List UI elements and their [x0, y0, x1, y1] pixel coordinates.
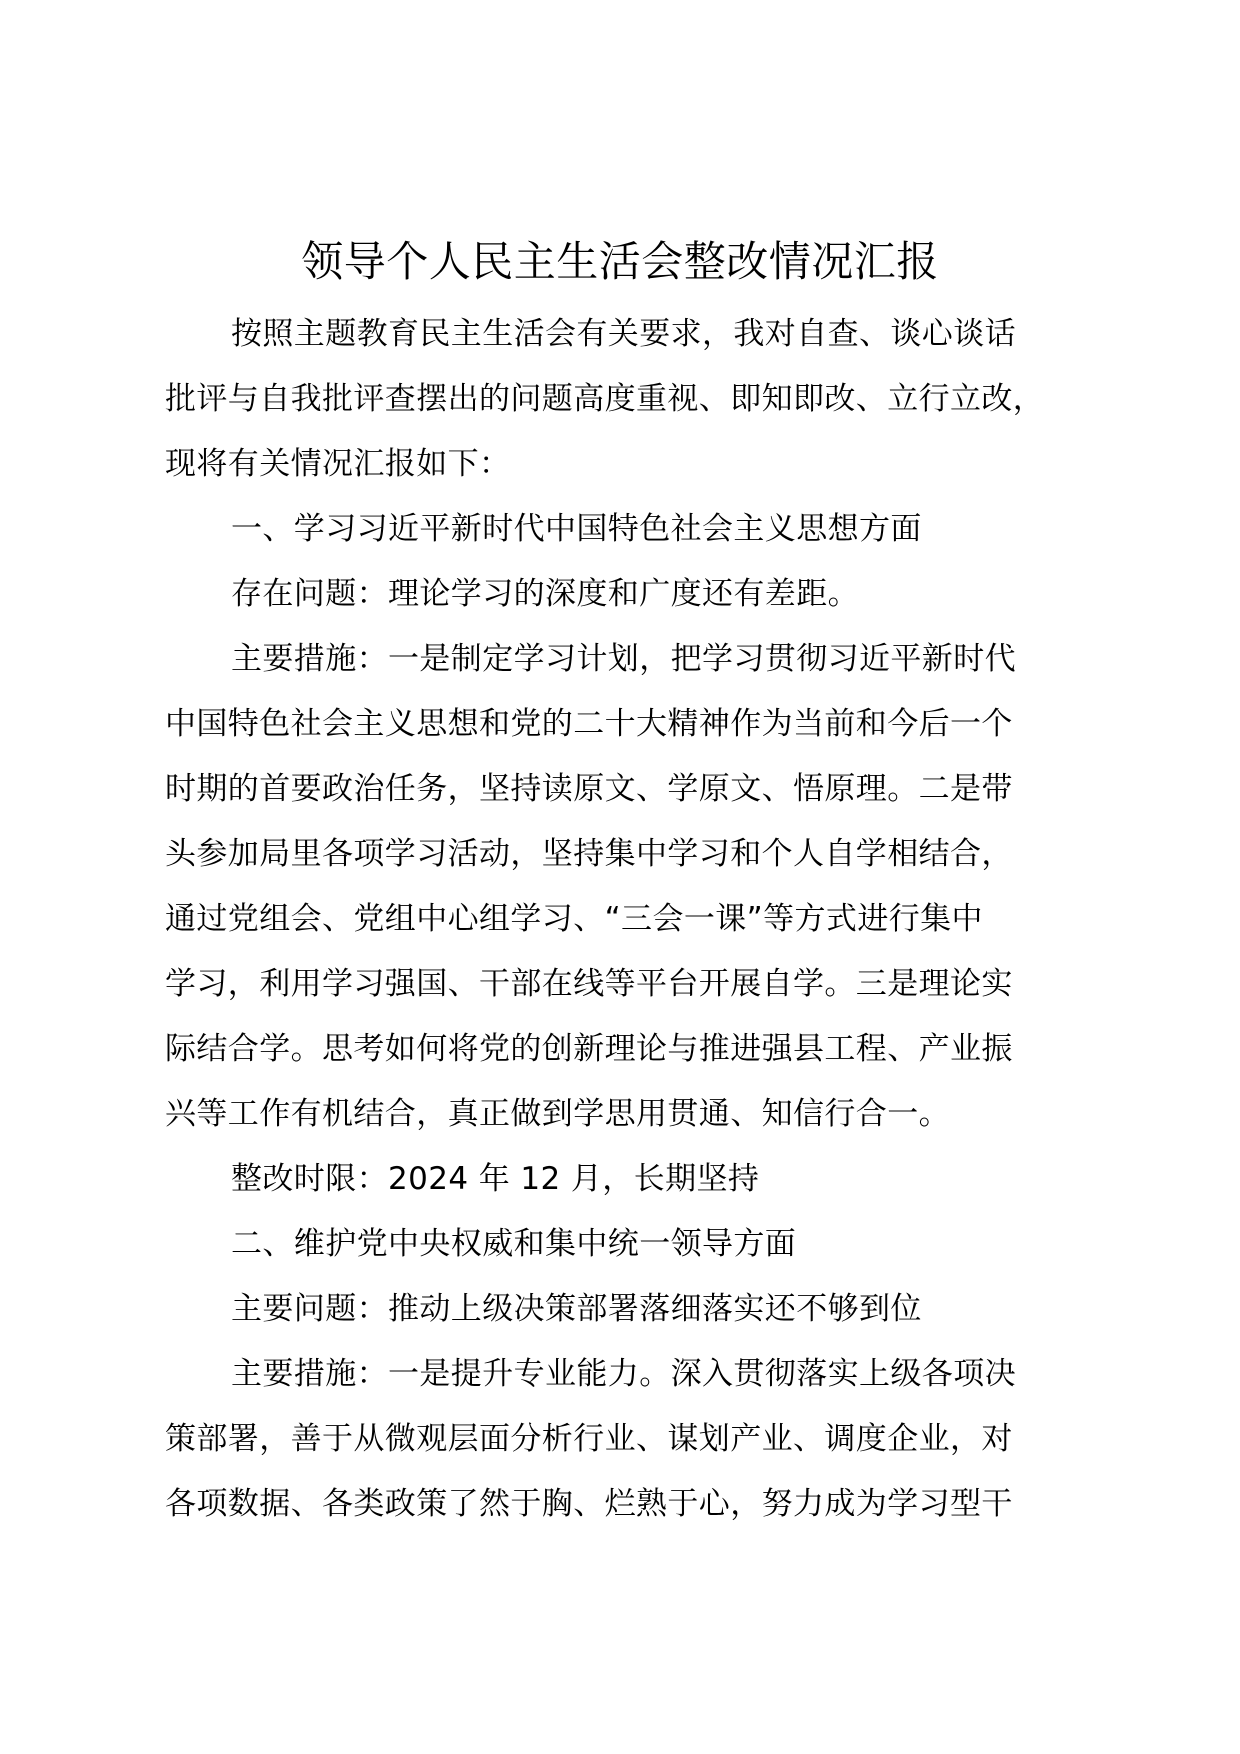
section-heading: 一、学习习近平新时代中国特色社会主义思想方面 [231, 511, 922, 547]
problem-line: 主要问题：推动上级决策部署落细落实还不够到位 [231, 1291, 922, 1327]
paragraph-line: 兴等工作有机结合，真正做到学思用贯通、知信行合一。 [165, 1096, 950, 1132]
paragraph-line: 中国特色社会主义思想和党的二十大精神作为当前和今后一个 [165, 706, 1013, 742]
paragraph-line: 现将有关情况汇报如下： [165, 446, 511, 482]
deadline-line: 整改时限：2024 年 12 月，长期坚持 [231, 1161, 760, 1197]
paragraph-line: 时期的首要政治任务，坚持读原文、学原文、悟原理。二是带 [165, 771, 1013, 807]
problem-line: 存在问题：理论学习的深度和广度还有差距。 [231, 576, 859, 612]
paragraph-line: 头参加局里各项学习活动，坚持集中学习和个人自学相结合， [165, 836, 1013, 872]
paragraph-line: 批评与自我批评查摆出的问题高度重视、即知即改、立行立改， [165, 381, 1045, 417]
paragraph-line: 各项数据、各类政策了然于胸、烂熟于心，努力成为学习型干 [165, 1486, 1013, 1522]
paragraph-line: 学习，利用学习强国、干部在线等平台开展自学。三是理论实 [165, 966, 1013, 1002]
paragraph-line: 通过党组会、党组中心组学习、“三会一课”等方式进行集中 [165, 901, 983, 937]
document-body [165, 302, 1100, 1537]
paragraph-line: 策部署，善于从微观层面分析行业、谋划产业、调度企业，对 [165, 1421, 1013, 1457]
document-title: 领导个人民主生活会整改情况汇报 [301, 237, 939, 286]
paragraph-line: 按照主题教育民主生活会有关要求，我对自查、谈心谈话 [231, 316, 1016, 352]
measures-line: 主要措施：一是提升专业能力。深入贯彻落实上级各项决 [231, 1356, 1016, 1392]
measures-line: 主要措施：一是制定学习计划，把学习贯彻习近平新时代 [231, 641, 1016, 677]
section-heading: 二、维护党中央权威和集中统一领导方面 [231, 1226, 797, 1262]
paragraph-line: 际结合学。思考如何将党的创新理论与推进强县工程、产业振 [165, 1031, 1013, 1067]
